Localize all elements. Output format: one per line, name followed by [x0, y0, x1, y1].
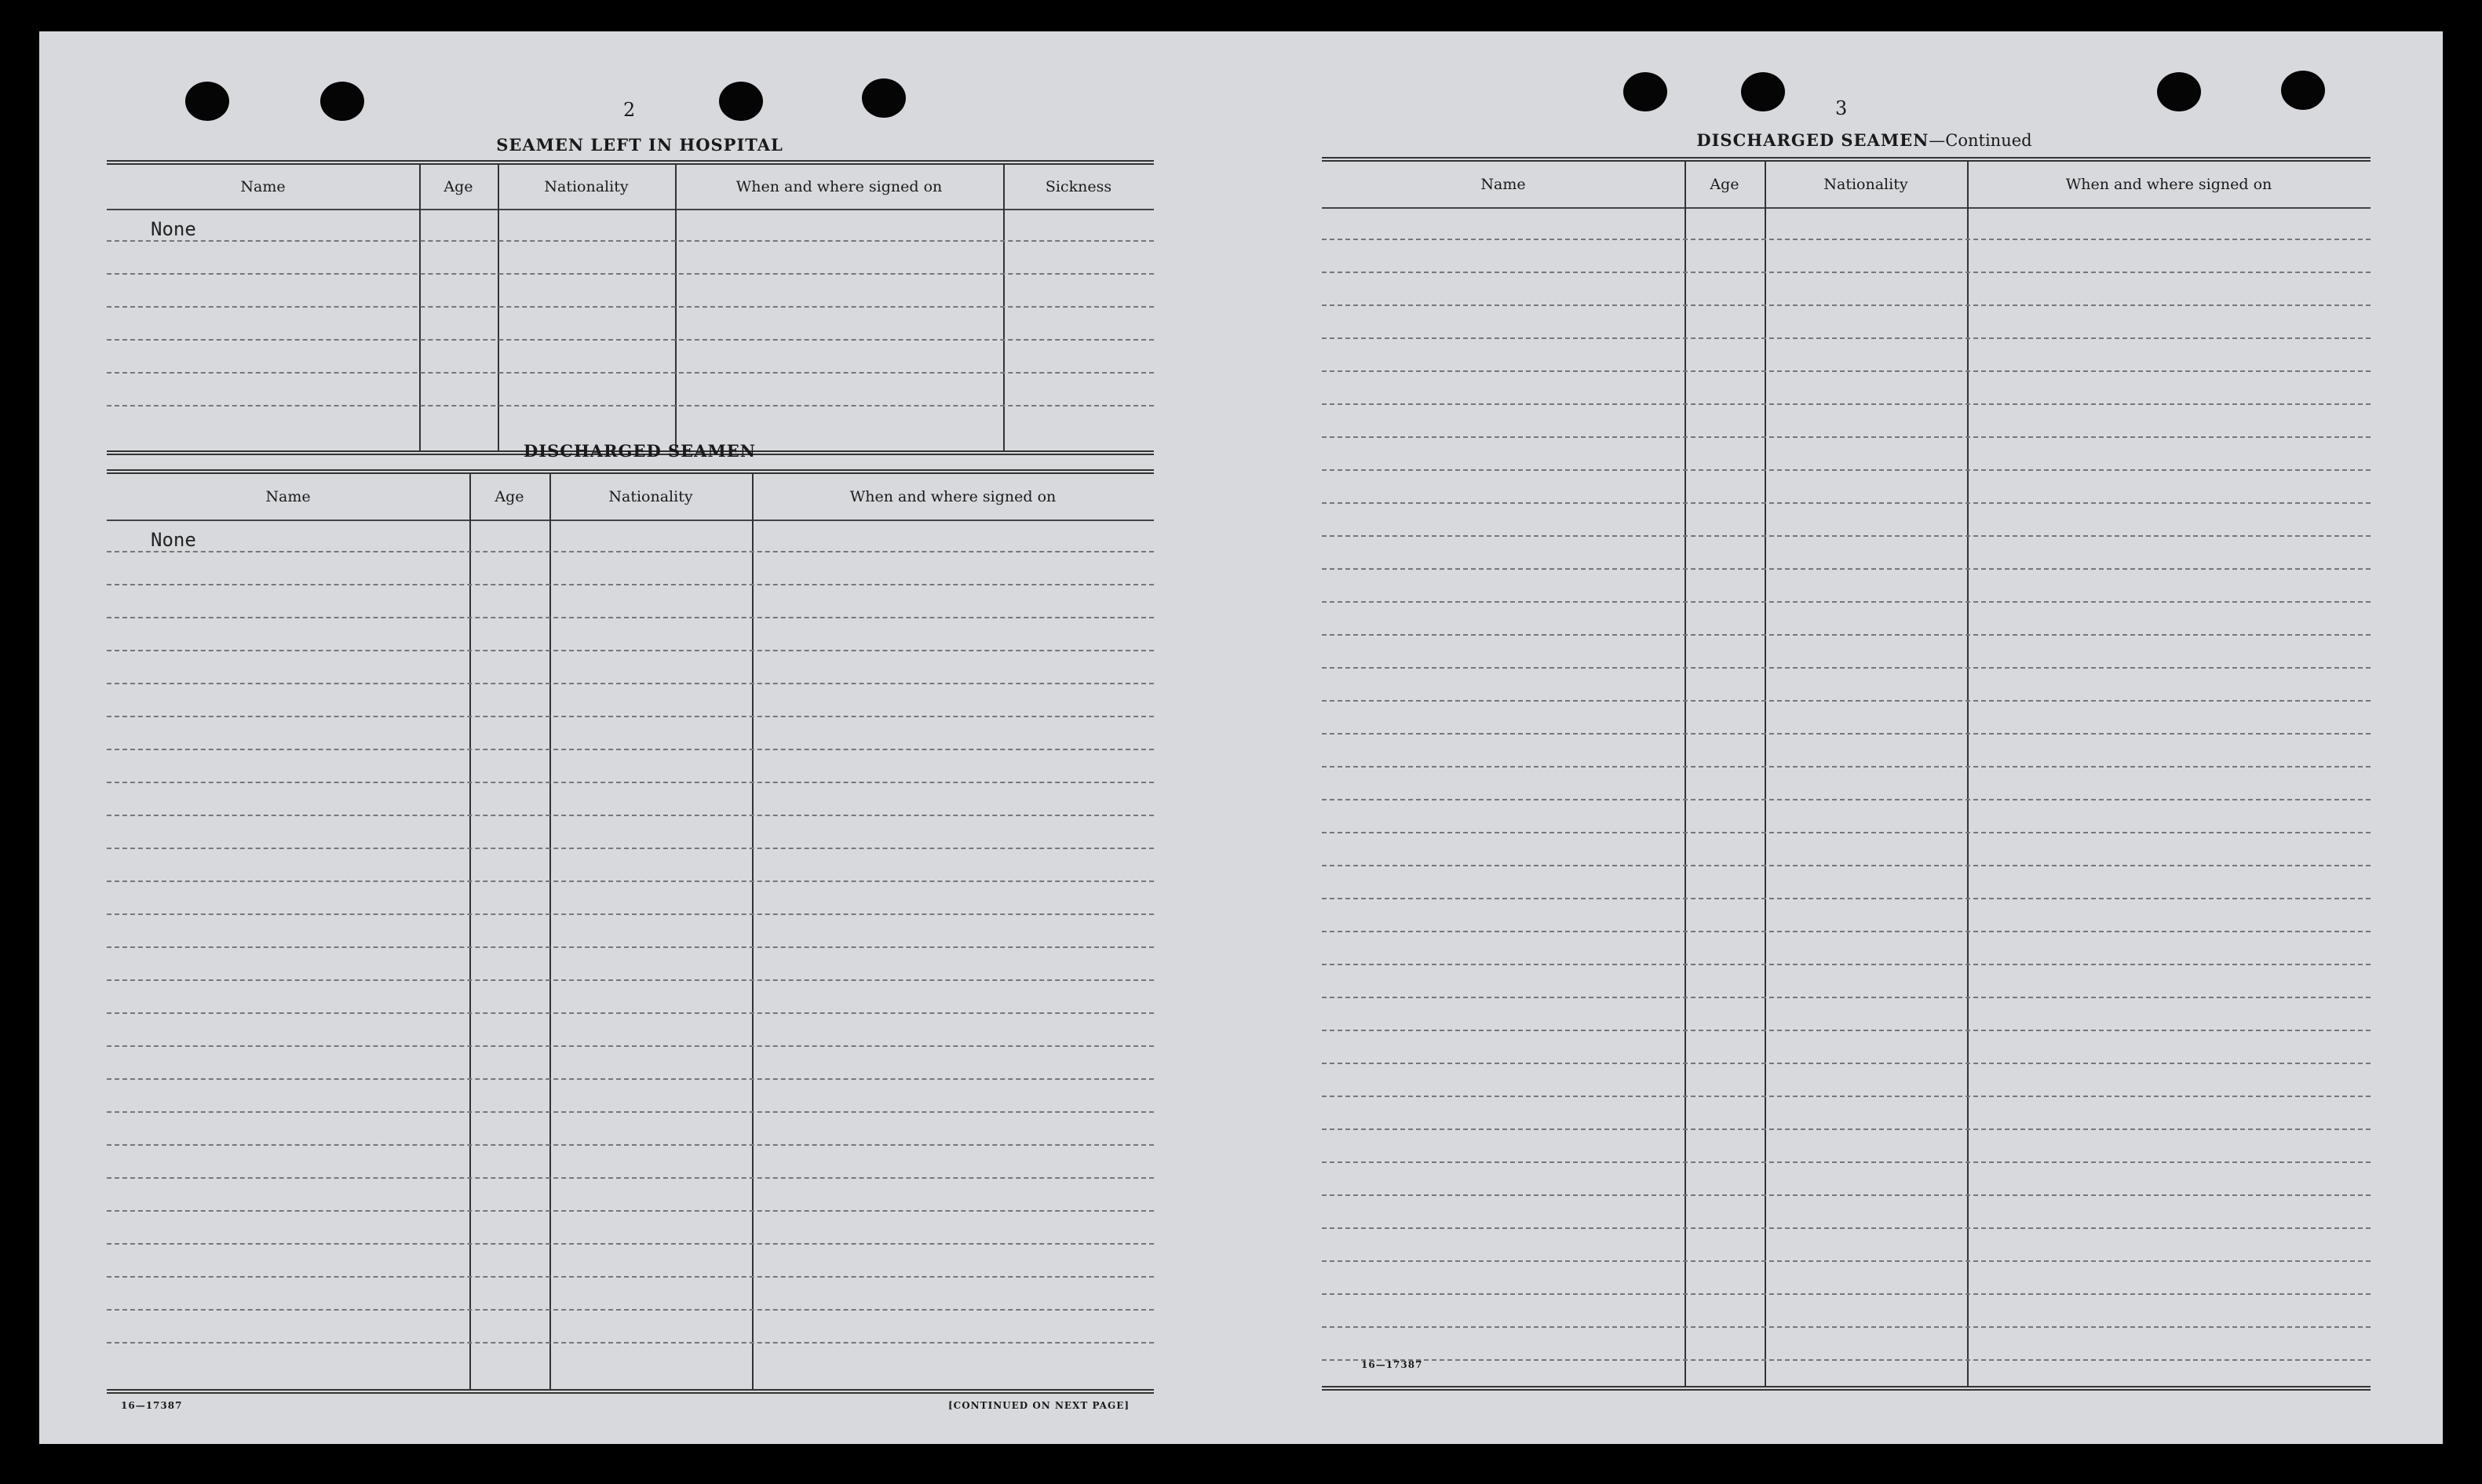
table-row	[107, 1278, 1154, 1311]
punch-hole	[862, 78, 906, 118]
table-row	[107, 783, 1154, 816]
table-row	[107, 651, 1154, 684]
header-name: Name	[240, 178, 286, 195]
entry-name: None	[151, 529, 196, 551]
table-row	[1322, 669, 2371, 702]
table-row	[1322, 438, 2371, 471]
page-number: 3	[1835, 97, 1848, 119]
table-row	[1322, 240, 2371, 273]
table-row	[107, 849, 1154, 882]
header-when-where-signed: When and where signed on	[735, 178, 943, 195]
punch-hole	[320, 82, 364, 121]
punch-hole	[2281, 71, 2325, 110]
table-row	[1322, 1295, 2371, 1328]
table-row	[107, 1212, 1154, 1245]
table-bottom-rule	[107, 1389, 1154, 1394]
table-row	[1322, 1196, 2371, 1229]
table-row	[107, 520, 1154, 552]
table-row	[107, 1311, 1154, 1344]
table-row	[1322, 306, 2371, 339]
table-row	[107, 341, 1154, 374]
punch-hole	[2157, 72, 2201, 111]
table-row	[1322, 372, 2371, 405]
table-row	[107, 915, 1154, 948]
table-row	[107, 750, 1154, 783]
discharged-continued-table	[1322, 157, 2371, 1391]
discharged-rows	[107, 520, 1154, 1344]
punch-hole	[719, 82, 763, 121]
entry-name: None	[151, 218, 196, 240]
table-row	[1322, 1097, 2371, 1130]
table-row	[1322, 636, 2371, 669]
header-nationality: Nationality	[608, 488, 693, 505]
table-row	[107, 684, 1154, 717]
table-row	[107, 1047, 1154, 1080]
hospital-table-header	[107, 165, 1154, 210]
discharged-section-title: DISCHARGED SEAMEN	[524, 441, 756, 461]
header-when-where-signed: When and where signed on	[2065, 176, 2272, 193]
table-row	[107, 1113, 1154, 1146]
table-row	[107, 1080, 1154, 1113]
table-row	[1322, 932, 2371, 965]
discharged-continued-title	[1240, 130, 2482, 150]
table-row	[107, 618, 1154, 651]
table-bottom-rule	[1322, 1386, 2371, 1391]
table-row	[1322, 1064, 2371, 1097]
discharged-table-header	[107, 474, 1154, 521]
table-row	[1322, 833, 2371, 866]
table-row	[1322, 735, 2371, 768]
table-row	[107, 1014, 1154, 1047]
table-row	[1322, 339, 2371, 372]
table-row	[107, 717, 1154, 750]
continued-note: [CONTINUED ON NEXT PAGE]	[948, 1400, 1130, 1411]
continued-suffix: —Continued	[1929, 131, 2032, 150]
table-row	[1322, 800, 2371, 833]
table-row	[1322, 405, 2371, 438]
discharged-table	[107, 469, 1154, 1394]
right-page	[1240, 31, 2443, 1444]
table-row	[107, 816, 1154, 849]
header-age: Age	[443, 178, 473, 195]
discharged-continued-header	[1322, 162, 2371, 209]
table-row	[107, 374, 1154, 407]
header-name: Name	[265, 488, 311, 505]
punch-hole	[185, 82, 229, 121]
table-row	[107, 275, 1154, 308]
form-number: 16—17387	[1361, 1359, 1423, 1370]
table-row	[107, 1179, 1154, 1212]
header-name: Name	[1480, 176, 1526, 193]
table-row	[1322, 1262, 2371, 1295]
table-row	[107, 948, 1154, 981]
table-row	[107, 242, 1154, 275]
table-row	[1322, 1229, 2371, 1262]
table-row	[1322, 1130, 2371, 1163]
table-row	[107, 1146, 1154, 1179]
table-row	[1322, 207, 2371, 240]
table-row	[107, 882, 1154, 915]
header-sickness: Sickness	[1045, 178, 1112, 195]
header-nationality: Nationality	[544, 178, 629, 195]
discharged-title-text: DISCHARGED SEAMEN	[1696, 130, 1929, 150]
table-row	[107, 209, 1154, 242]
hospital-rows	[107, 209, 1154, 407]
form-number: 16—17387	[121, 1400, 183, 1411]
table-row	[107, 308, 1154, 341]
table-row	[1322, 603, 2371, 636]
table-row	[1322, 965, 2371, 998]
table-row	[1322, 1031, 2371, 1064]
table-row	[1322, 866, 2371, 899]
table-row	[107, 981, 1154, 1014]
header-nationality: Nationality	[1823, 176, 1908, 193]
header-age: Age	[1710, 176, 1739, 193]
table-row	[1322, 998, 2371, 1031]
table-row	[1322, 570, 2371, 603]
table-row	[1322, 504, 2371, 537]
table-row	[1322, 899, 2371, 932]
header-age: Age	[495, 488, 524, 505]
document-sheet	[39, 31, 2443, 1444]
table-row	[1322, 537, 2371, 570]
table-row	[1322, 702, 2371, 735]
table-row	[107, 1245, 1154, 1278]
punch-hole	[1623, 72, 1667, 111]
hospital-table	[107, 160, 1154, 455]
page-number: 2	[623, 99, 636, 121]
table-row	[1322, 471, 2371, 504]
table-row	[1322, 1163, 2371, 1196]
left-page	[39, 31, 1240, 1444]
table-row	[1322, 1328, 2371, 1361]
header-when-where-signed: When and where signed on	[849, 488, 1057, 505]
table-row	[107, 585, 1154, 618]
table-row	[107, 552, 1154, 585]
table-row	[1322, 273, 2371, 306]
table-row	[1322, 768, 2371, 800]
punch-hole	[1741, 72, 1785, 111]
discharged-continued-rows	[1322, 207, 2371, 1361]
hospital-section-title: SEAMEN LEFT IN HOSPITAL	[496, 135, 783, 155]
